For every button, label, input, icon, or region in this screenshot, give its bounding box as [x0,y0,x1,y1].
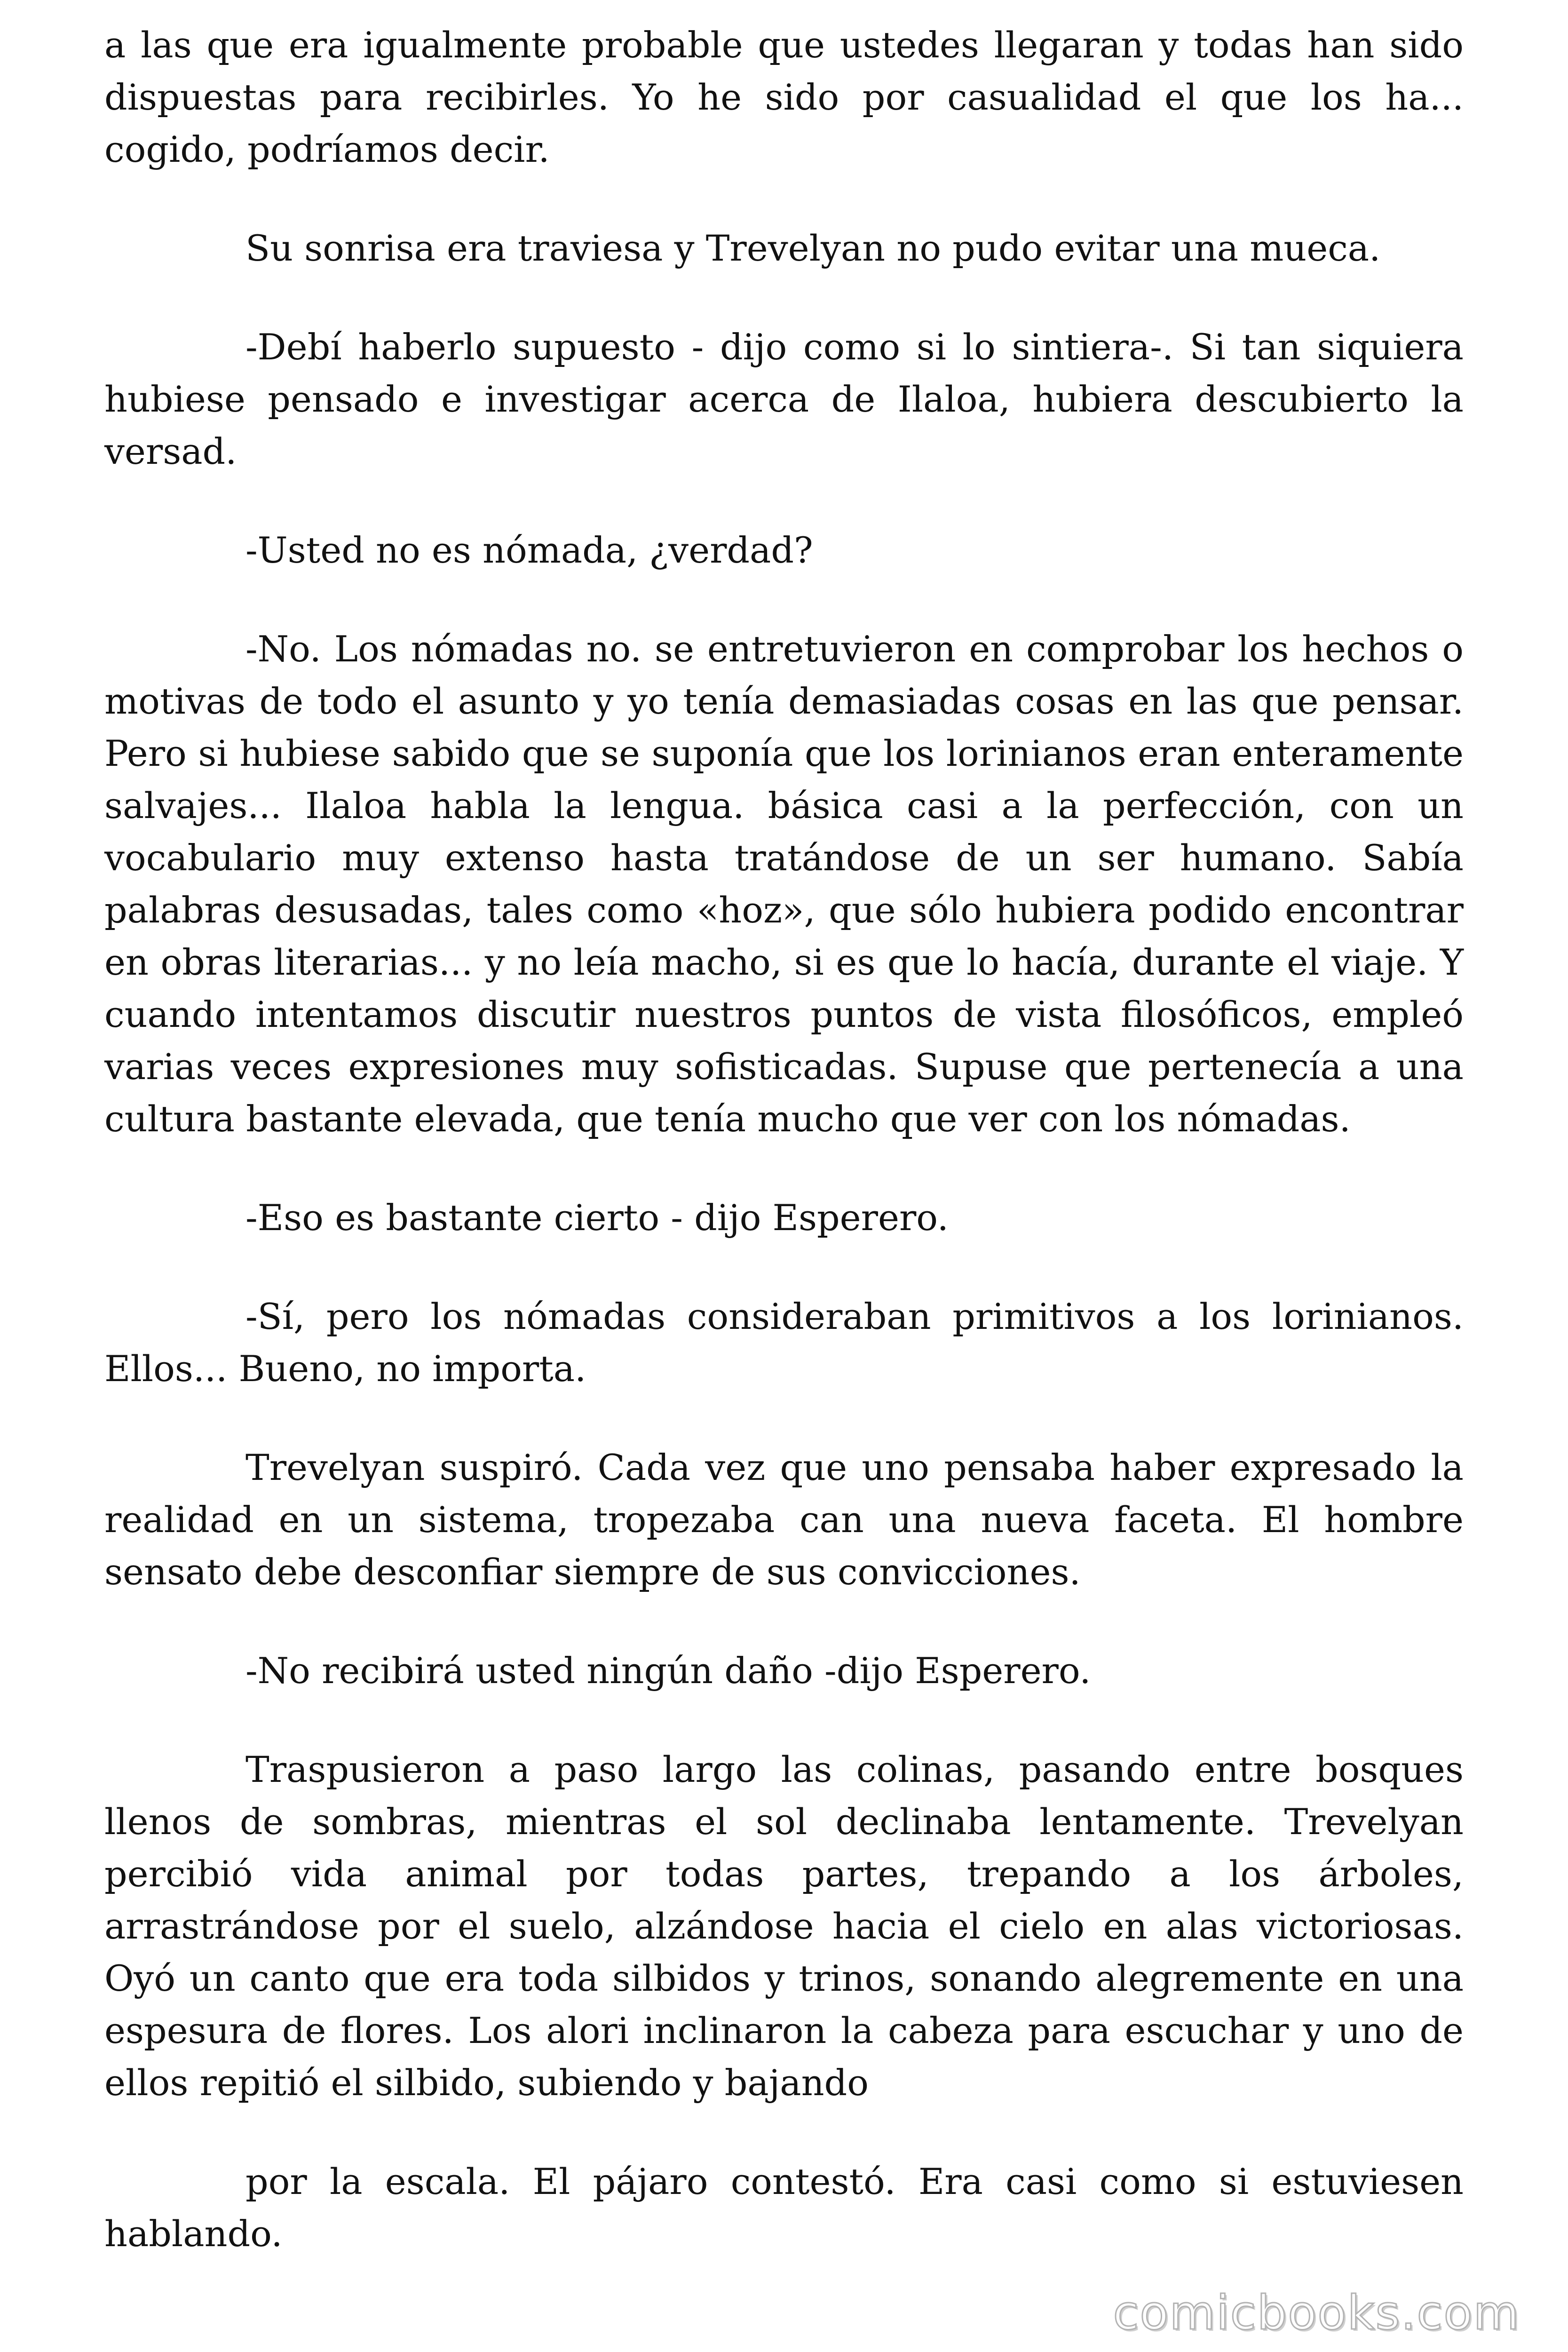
page-body [104,19,1464,2306]
paragraph-9: -No recibirá usted ningún daño -dijo Esperero. [245,1650,1091,1692]
paragraph-1: a las que era igualmente probable que ustedes llegaran y todas han sido dispuestas para recibirles. Yo he sido por casualidad el que los ha... cogido, podríamos decir. [104,24,1464,170]
paragraph-10: Traspusieron a paso largo las colinas, pasando entre bosques llenos de sombras, mientras el sol declinaba lentamente. Trevelyan percibió vida animal por todas partes, trepando a los árboles, arrastrándose por el suelo, alzándose hacia el cielo en alas victoriosas. Oyó un canto que era toda silbidos y trinos, sonando alegremente en una espesura de flores. Los alori inclinaron la cabeza para escuchar y uno de ellos repitió el silbido, subiendo y bajando [104,1748,1464,2104]
paragraph-4: -Usted no es nómada, ¿verdad? [245,529,813,571]
paragraph-11: por la escala. El pájaro contestó. Era casi como si estuviesen hablando. [104,2161,1464,2255]
paragraph-5: -No. Los nómadas no. se entretuvieron en comprobar los hechos o motivas de todo el asunto y yo tenía demasiadas cosas en las que pensar. Pero si hubiese sabido que se suponía que los lorinianos eran enteramente salvajes... Ilaloa habla la lengua. básica casi a la perfección, con un vocabulario muy extenso hasta tratándose de un ser humano. Sabía palabras desusadas, tales como «hoz», que sólo hubiera podido encontrar en obras literarias... y no leía macho, si es que lo hacía, durante el viaje. Y cuando intentamos discutir nuestros puntos de vista filosóficos, empleó varias veces expresiones muy sofisticadas. Supuse que pertenecía a una cultura bastante elevada, que tenía mucho que ver con los nómadas. [104,628,1464,1140]
paragraph-3: -Debí haberlo supuesto - dijo como si lo sintiera-. Si tan siquiera hubiese pensado e investigar acerca de Ilaloa, hubiera descubierto la versad. [104,326,1464,472]
paragraph-6: -Eso es bastante cierto - dijo Esperero. [245,1197,949,1239]
paragraph-8: Trevelyan suspiró. Cada vez que uno pensaba haber expresado la realidad en un sistema, tropezaba can una nueva faceta. El hombre sensato debe desconfiar siempre de sus convicciones. [104,1446,1464,1593]
paragraph-2: Su sonrisa era traviesa y Trevelyan no pudo evitar una mueca. [245,227,1381,269]
watermark: comicbooks.com [1113,2285,1520,2340]
paragraph-7: -Sí, pero los nómadas consideraban primitivos a los lorinianos. Ellos... Bueno, no importa. [104,1295,1464,1390]
